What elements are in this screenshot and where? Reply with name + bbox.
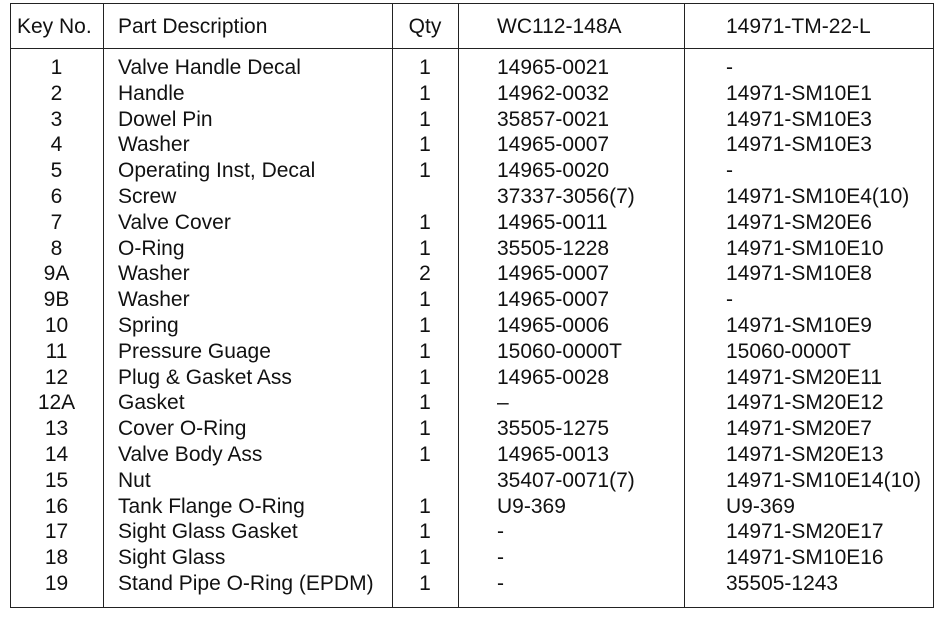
- part-description-cell: Operating Inst, Decal: [118, 159, 316, 183]
- qty-cell: 1: [419, 288, 431, 312]
- table-row: [0, 545, 945, 571]
- wc112-148a-part-cell: -: [497, 571, 504, 595]
- key-no-cell: 15: [44, 468, 69, 492]
- part-description-cell: Washer: [118, 288, 190, 312]
- tm-22-l-part-cell: 14971-SM10E14(10): [726, 468, 921, 492]
- part-description-cell: Washer: [118, 262, 190, 286]
- wc112-148a-part-cell: 14962-0032: [497, 81, 610, 105]
- tm-22-l-part-cell: -: [726, 56, 733, 79]
- wc112-148a-part-cell: 37337-3056(7): [497, 184, 635, 208]
- wc112-148a-part-cell: -: [497, 546, 504, 570]
- qty-cell: 1: [419, 391, 431, 415]
- qty-cell: 1: [419, 81, 431, 105]
- part-description-cell: Valve Body Ass: [118, 442, 263, 466]
- header-key-no: Key No.: [17, 15, 92, 38]
- key-no-cell: 11: [45, 339, 68, 363]
- qty-cell: 1: [419, 133, 431, 157]
- wc112-148a-part-cell: 35407-0071(7): [497, 468, 635, 492]
- table-body: [0, 55, 945, 597]
- qty-cell: 1: [419, 210, 431, 234]
- part-description-cell: Spring: [118, 313, 179, 337]
- part-description-cell: Stand Pipe O-Ring (EPDM): [118, 571, 374, 595]
- qty-cell: 1: [419, 442, 431, 466]
- table-row: [0, 390, 945, 416]
- table-row: [0, 55, 945, 81]
- wc112-148a-part-cell: 14965-0028: [497, 365, 610, 389]
- qty-cell: 1: [419, 365, 431, 389]
- wc112-148a-part-cell: 15060-0000T: [497, 339, 622, 363]
- tm-22-l-part-cell: 14971-SM20E11: [726, 365, 883, 389]
- qty-cell: 1: [419, 520, 431, 544]
- table-row: [0, 468, 945, 494]
- part-description-cell: Valve Handle Decal: [118, 56, 301, 79]
- wc112-148a-part-cell: 14965-0007: [497, 133, 610, 157]
- key-no-cell: 18: [44, 546, 69, 570]
- table-row: [0, 442, 945, 468]
- table-row: [0, 158, 945, 184]
- header-divider: [10, 48, 934, 49]
- part-description-cell: Nut: [118, 468, 151, 492]
- header-part-description: Part Description: [118, 15, 268, 38]
- key-no-cell: 4: [50, 133, 63, 157]
- wc112-148a-part-cell: 14965-0007: [497, 288, 610, 312]
- tm-22-l-part-cell: 14971-SM20E17: [726, 520, 884, 544]
- part-description-cell: Handle: [118, 81, 185, 105]
- tm-22-l-part-cell: 14971-SM10E3: [726, 107, 872, 131]
- part-description-cell: Plug & Gasket Ass: [118, 365, 292, 389]
- wc112-148a-part-cell: 14965-0013: [497, 442, 610, 466]
- table-row: [0, 287, 945, 313]
- key-no-cell: 7: [50, 210, 63, 234]
- tm-22-l-part-cell: 14971-SM10E8: [726, 262, 872, 286]
- qty-cell: 1: [419, 546, 431, 570]
- part-description-cell: Valve Cover: [118, 210, 231, 234]
- key-no-cell: 14: [44, 442, 69, 466]
- key-no-cell: 10: [44, 313, 69, 337]
- tm-22-l-part-cell: U9-369: [726, 494, 795, 518]
- tm-22-l-part-cell: 14971-SM10E3: [726, 133, 872, 157]
- table-row: [0, 365, 945, 391]
- wc112-148a-part-cell: 14965-0020: [497, 159, 610, 183]
- part-description-cell: Screw: [118, 184, 177, 208]
- part-description-cell: Dowel Pin: [118, 107, 213, 131]
- tm-22-l-part-cell: -: [726, 159, 733, 183]
- wc112-148a-part-cell: -: [497, 520, 504, 544]
- key-no-cell: 12: [44, 365, 69, 389]
- part-description-cell: Gasket: [118, 391, 185, 415]
- wc112-148a-part-cell: 14965-0011: [497, 210, 608, 234]
- part-description-cell: Sight Glass Gasket: [118, 520, 298, 544]
- tm-22-l-part-cell: 14971-SM10E1: [726, 81, 872, 105]
- key-no-cell: 17: [44, 520, 69, 544]
- key-no-cell: 1: [50, 56, 63, 79]
- key-no-cell: 5: [50, 159, 63, 183]
- key-no-cell: 12A: [37, 391, 76, 415]
- key-no-cell: 2: [50, 81, 63, 105]
- table-row: [0, 339, 945, 365]
- table-row: [0, 81, 945, 107]
- qty-cell: 1: [419, 571, 431, 595]
- qty-cell: 1: [419, 313, 431, 337]
- tm-22-l-part-cell: 14971-SM20E13: [726, 442, 884, 466]
- table-row: [0, 107, 945, 133]
- qty-cell: 1: [419, 494, 431, 518]
- wc112-148a-part-cell: U9-369: [497, 494, 566, 518]
- wc112-148a-part-cell: 14965-0021: [497, 56, 610, 79]
- table-row: [0, 132, 945, 158]
- part-description-cell: Washer: [118, 133, 190, 157]
- table-row: [0, 519, 945, 545]
- qty-cell: 1: [419, 417, 431, 441]
- key-no-cell: 3: [50, 107, 63, 131]
- key-no-cell: 9B: [43, 288, 70, 312]
- table-row: [0, 261, 945, 287]
- wc112-148a-part-cell: –: [497, 391, 509, 415]
- header-qty: Qty: [408, 15, 442, 38]
- table-row: [0, 416, 945, 442]
- wc112-148a-part-cell: 35857-0021: [497, 107, 610, 131]
- qty-cell: 1: [419, 56, 431, 79]
- tm-22-l-part-cell: -: [726, 288, 733, 312]
- part-description-cell: Cover O-Ring: [118, 417, 247, 441]
- part-description-cell: O-Ring: [118, 236, 185, 260]
- table-row: [0, 571, 945, 597]
- tm-22-l-part-cell: 14971-SM10E16: [726, 546, 884, 570]
- key-no-cell: 6: [50, 184, 63, 208]
- qty-cell: 1: [419, 236, 431, 260]
- tm-22-l-part-cell: 35505-1243: [726, 571, 839, 595]
- tm-22-l-part-cell: 15060-0000T: [726, 339, 851, 363]
- tm-22-l-part-cell: 14971-SM10E4(10): [726, 184, 910, 208]
- key-no-cell: 19: [44, 571, 69, 595]
- table-row: [0, 494, 945, 520]
- table-row: [0, 184, 945, 210]
- header-14971-tm-22-l: 14971-TM-22-L: [726, 15, 871, 38]
- tm-22-l-part-cell: 14971-SM10E9: [726, 313, 872, 337]
- wc112-148a-part-cell: 14965-0007: [497, 262, 610, 286]
- part-description-cell: Pressure Guage: [118, 339, 271, 363]
- key-no-cell: 16: [44, 494, 69, 518]
- wc112-148a-part-cell: 35505-1228: [497, 236, 610, 260]
- tm-22-l-part-cell: 14971-SM10E10: [726, 236, 884, 260]
- part-description-cell: Sight Glass: [118, 546, 226, 570]
- tm-22-l-part-cell: 14971-SM20E12: [726, 391, 884, 415]
- qty-cell: 2: [419, 262, 431, 286]
- wc112-148a-part-cell: 14965-0006: [497, 313, 610, 337]
- qty-cell: 1: [419, 339, 431, 363]
- qty-cell: 1: [419, 107, 431, 131]
- tm-22-l-part-cell: 14971-SM20E6: [726, 210, 872, 234]
- table-row: [0, 210, 945, 236]
- tm-22-l-part-cell: 14971-SM20E7: [726, 417, 872, 441]
- key-no-cell: 8: [50, 236, 63, 260]
- table-row: [0, 313, 945, 339]
- part-description-cell: Tank Flange O-Ring: [118, 494, 305, 518]
- key-no-cell: 13: [44, 417, 69, 441]
- qty-cell: 1: [419, 159, 431, 183]
- table-row: [0, 236, 945, 262]
- key-no-cell: 9A: [43, 262, 70, 286]
- wc112-148a-part-cell: 35505-1275: [497, 417, 610, 441]
- header-wc112-148a: WC112-148A: [497, 15, 622, 38]
